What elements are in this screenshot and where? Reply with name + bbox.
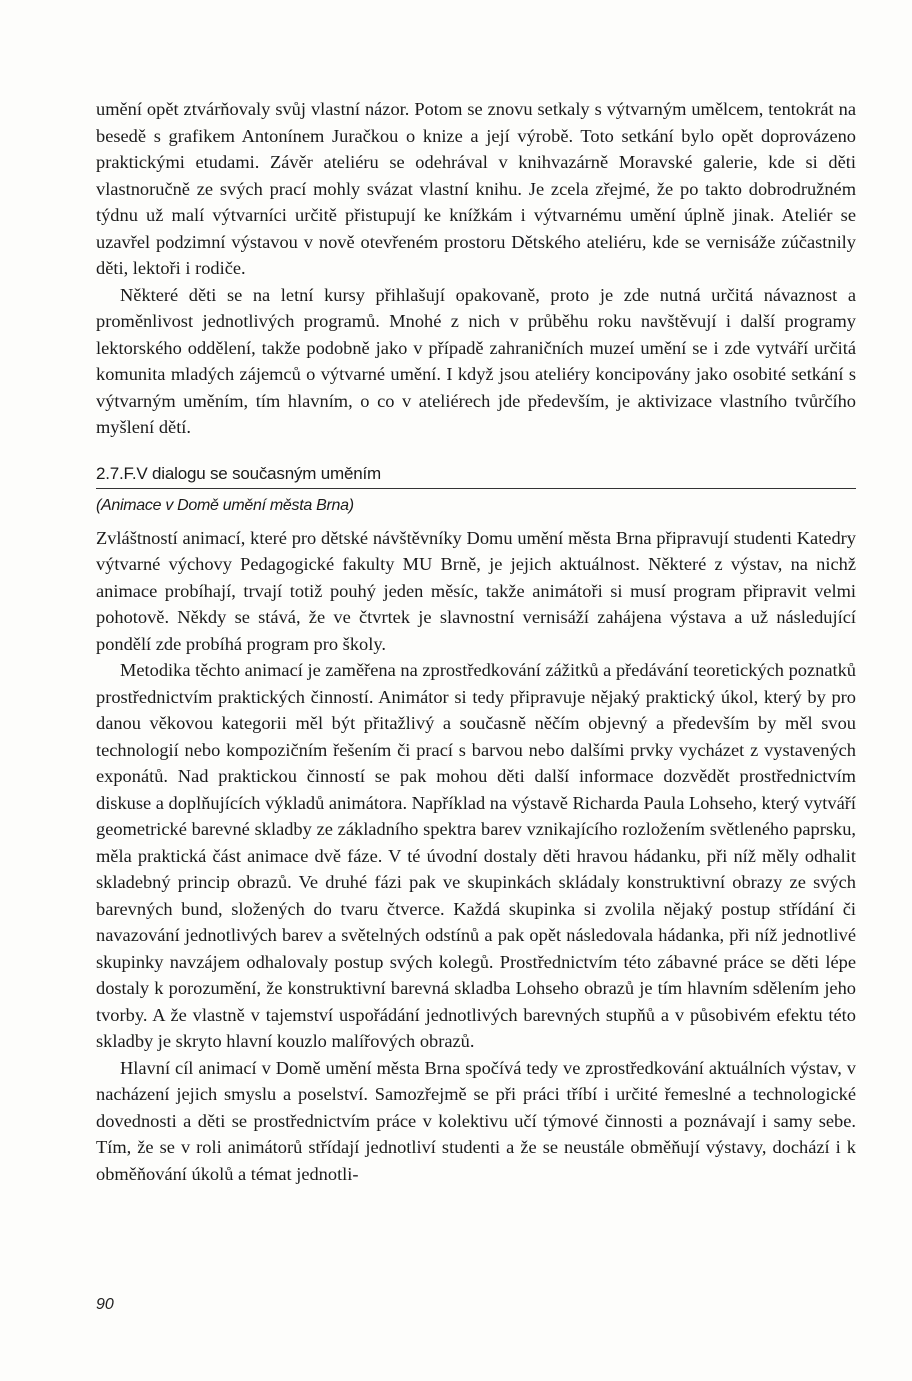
section-heading: 2.7.F.V dialogu se současným uměním <box>96 463 856 489</box>
page-body <box>96 96 856 1187</box>
paragraph: Zvláštností animací, které pro dětské návštěvníky Domu umění města Brna připravují studenti Katedry výtvarné výchovy Pedagogické fakulty MU Brně, je jejich aktuálnost. Některé z výstav, na nichž animace probíhají, trvají totiž pouhý jeden měsíc, takže animátoři si musí program připravit velmi pohotově. Někdy se stává, že ve čtvrtek je slavnostní vernisáží zahájena výstava a už následující pondělí zde probíhá program pro školy. <box>96 527 856 654</box>
paragraph: Metodika těchto animací je zaměřena na zprostředkování zážitků a předávání teoretických poznatků prostřednictvím praktických činností. Animátor si tedy připravuje nějaký praktický úkol, který by pro danou věkovou kategorii měl být přitažlivý a současně něčím objevný a především by měl svou technologií nebo kompozičním řešením či prací s barvou nebo dalšími prvky vycházet z vystavených exponátů. Nad praktickou činností se pak mohou děti další informace dozvědět prostřednictvím diskuse a doplňujících výkladů animátora. Například na výstavě Richarda Paula Lohseho, který vytváří geometrické barevné skladby ze základního spektra barev vznikajícího rozložením světleného paprsku, měla praktická část animace dvě fáze. V té úvodní dostaly děti hravou hádanku, při níž měly odhalit skladebný princip obrazů. Ve druhé fázi pak ve skupinkách skládaly konstruktivní obrazy ze svých barevných bund, složených do tvaru čtverce. Každá skupinka si zvolila nějaký postup střídání či navazování jednotlivých barev a světelných odstínů a pak opět následovala hádanka, při níž jednotlivé skupinky navzájem odhalovaly postup svých kolegů. Prostřednictvím této zábavné práce se děti lépe dostaly k porozumění, že konstruktivní barevná skladba Lohseho obrazů je tím hlavním sdělením jeho tvorby. A že vlastně v tajemství uspořádání jednotlivých barevných stupňů a v působivém efektu této skladby je skryto hlavní kouzlo malířových obrazů. <box>96 660 856 1051</box>
section-subheading: (Animace v Domě umění města Brna) <box>96 496 354 514</box>
paragraph: Hlavní cíl animací v Domě umění města Brna spočívá tedy ve zprostředkování aktuálních výstav, v nacházení jejich smyslu a poselství. Samozřejmě se při práci tříbí i určité řemeslné a technologické dovednosti a děti se prostřednictvím práce v kolektivu učí týmové činnosti a poznávají i samy sebe. Tím, že se v roli animátorů střídají jednotliví studenti a že se neustále obměňují výstavy, dochází i k obměňování úkolů a témat jednotli- <box>96 1057 856 1184</box>
page-number: 90 <box>96 1296 114 1313</box>
paragraph-continued: umění opět ztvárňovaly svůj vlastní názor. Potom se znovu setkaly s výtvarným umělcem, tentokrát na besedě s grafikem Antonínem Juračkou o knize a její výrobě. Toto setkání bylo opět doprovázeno praktickými etudami. Závěr ateliéru se odehrával v knihvazárně Moravské galerie, kde si děti vlastnoručně ze svých prací mohly svázat vlastní knihu. Je zcela zřejmé, že po takto dobrodružném týdnu už malí výtvarníci určitě přistupují ke knížkám i výtvarnému umění úplně jinak. Ateliér se uzavřel podzimní výstavou v nově otevřeném prostoru Dětského ateliéru, kde se vernisáže zúčastnily děti, lektoři i rodiče. <box>96 99 856 278</box>
paragraph: Některé děti se na letní kursy přihlašují opakovaně, proto je zde nutná určitá návaznost a proměnlivost jednotlivých programů. Mnohé z nich v průběhu roku navštěvují i další programy lektorského oddělení, takže podobně jako v případě zahraničních muzeí umění se i zde vytváří určitá komunita mladých zájemců o výtvarné umění. I když jsou ateliéry koncipovány jako osobité setkání s výtvarným uměním, tím hlavním, o co v ateliérech jde především, je aktivizace vlastního tvůrčího myšlení dětí. <box>96 284 856 437</box>
